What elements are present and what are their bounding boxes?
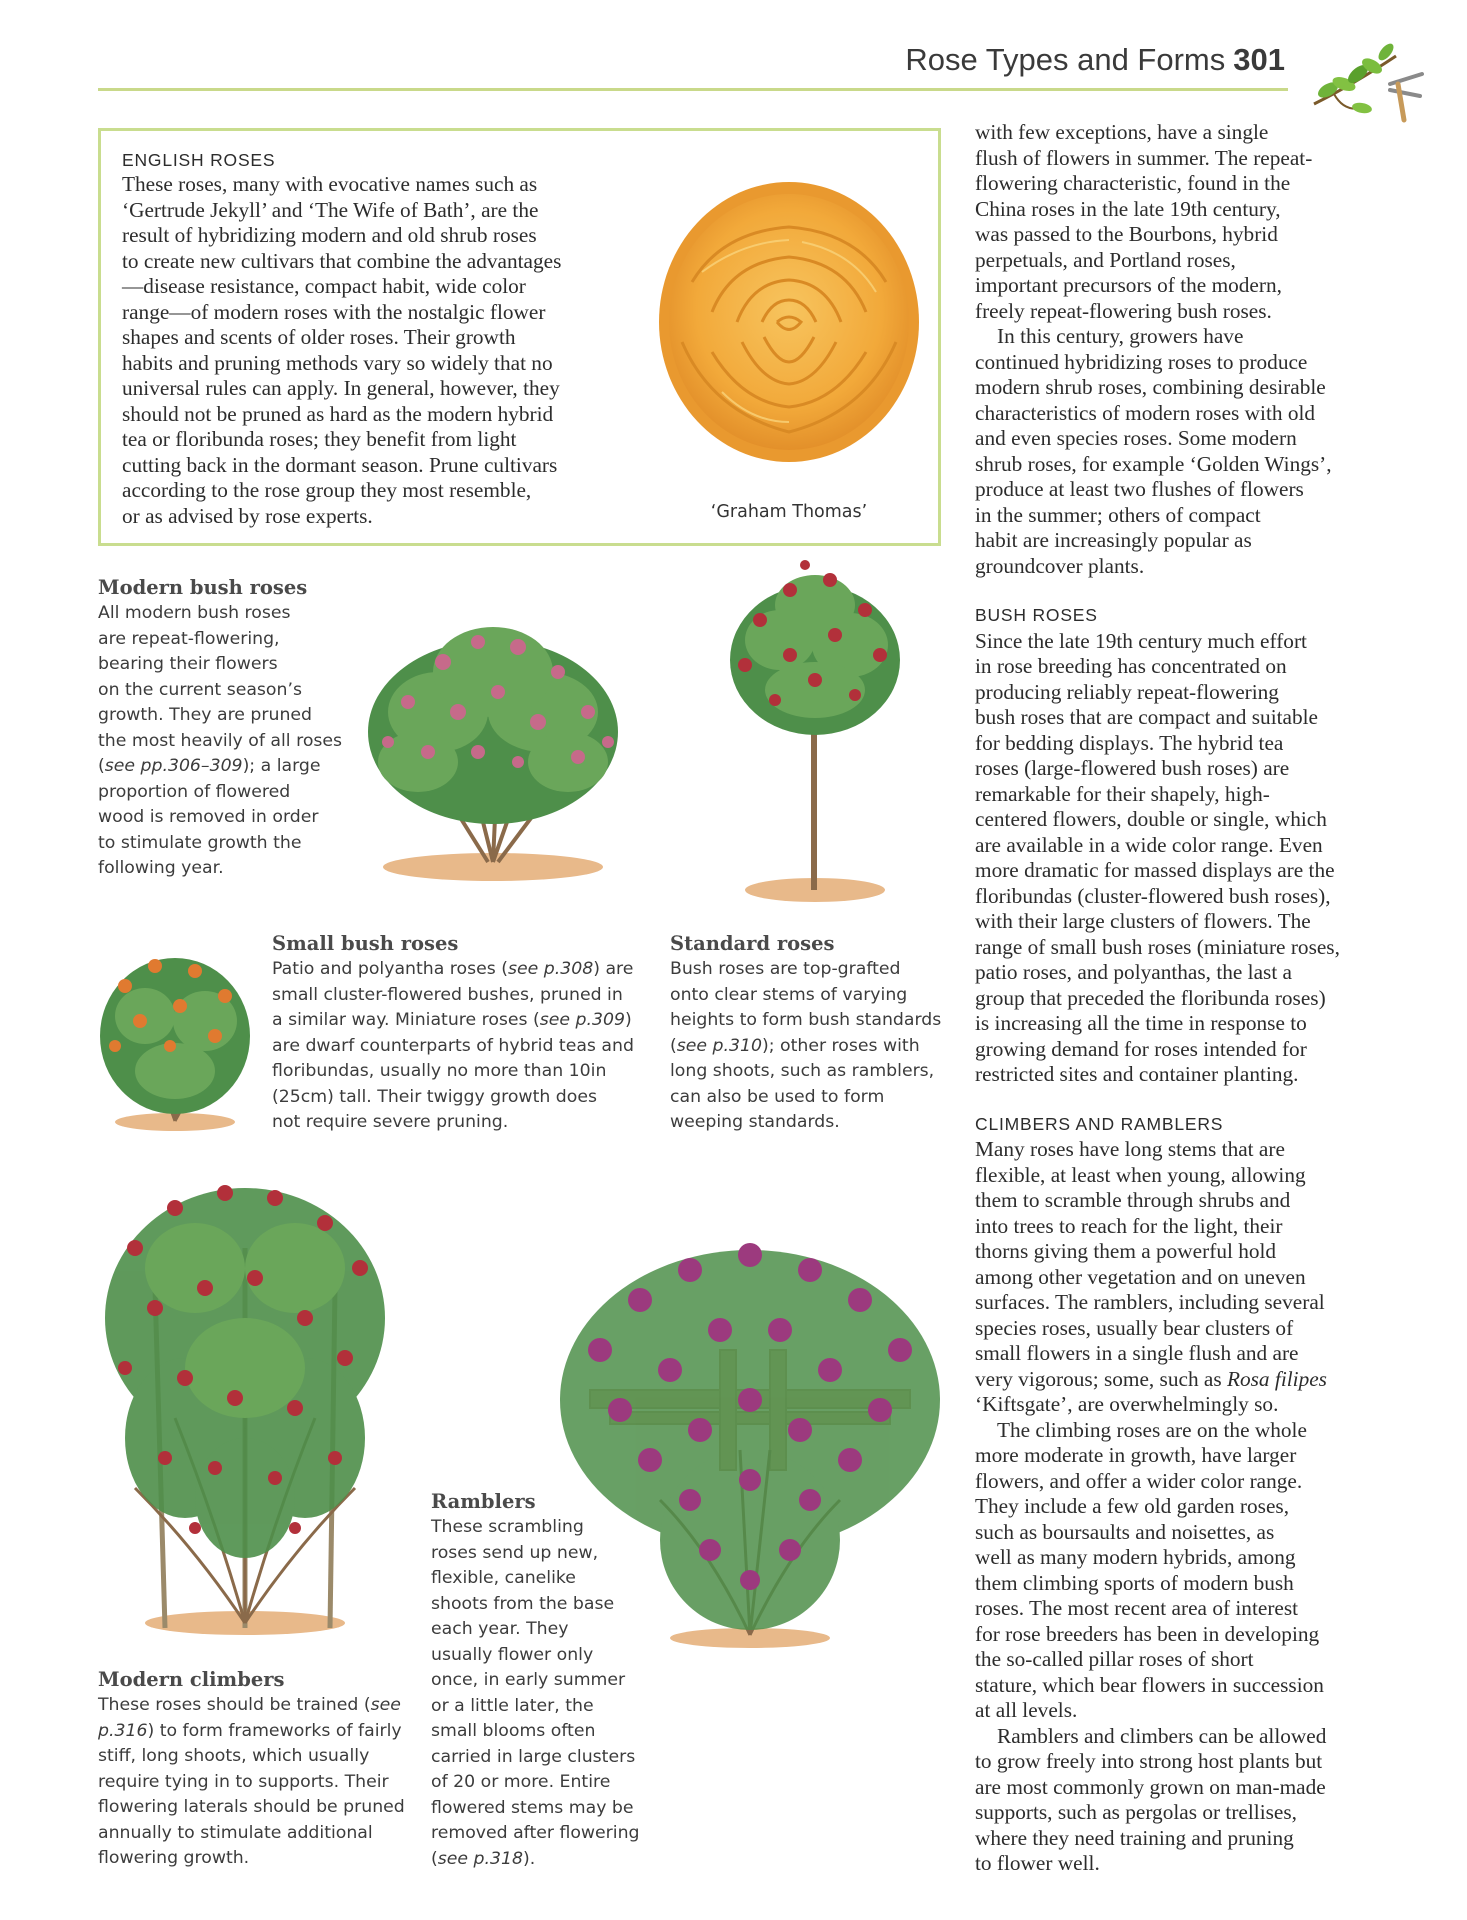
text-line: ‘Gertrude Jekyll’ and ‘The Wife of Bath’, are the <box>122 197 539 222</box>
text-line: at all levels. <box>975 1698 1078 1722</box>
text-line: In this century, growers have <box>997 324 1244 348</box>
text-line: into trees to reach for the light, their <box>975 1213 1283 1238</box>
text-line: important precursors of the modern, <box>975 273 1282 297</box>
text-line <box>670 1034 950 1060</box>
caption-heading: Ramblers <box>431 1490 536 1513</box>
text-line: Many roses have long stems that are <box>975 1137 1285 1161</box>
text-line: centered flowers, double or single, which <box>975 807 1327 831</box>
caption-text <box>272 957 652 1136</box>
text-line: them to scramble through shrubs and <box>975 1188 1291 1212</box>
text-line: producing reliably repeat-flowering <box>975 679 1279 704</box>
text-line: wood is removed in order <box>98 807 319 827</box>
text-line: with few exceptions, have a single <box>975 120 1269 144</box>
text-line: roses send up new, <box>431 1542 599 1563</box>
text-line: and even species roses. Some modern <box>975 426 1297 450</box>
header-rule <box>98 88 1288 91</box>
text-line: is increasing all the time in response to <box>975 1011 1307 1035</box>
text-run: These roses should be trained ( <box>98 1695 371 1715</box>
text-line: produce at least two flushes of flowers <box>975 477 1304 501</box>
text-line: small cluster-flowered bushes, pruned in <box>272 984 623 1005</box>
text-line: flexible, at least when young, allowing <box>975 1162 1306 1187</box>
text-line: with their large clusters of flowers. The <box>975 909 1311 933</box>
caption-heading: Modern climbers <box>98 1668 285 1691</box>
caption-text <box>98 601 348 882</box>
text-line: roses (large-flowered bush roses) are <box>975 756 1290 780</box>
text-run: ) to form frameworks of fairly <box>147 1720 402 1741</box>
text-line: more moderate in growth, have larger <box>975 1443 1297 1467</box>
text-line: flowers, and offer a wider color range. <box>975 1468 1303 1493</box>
text-line: of 20 or more. Entire <box>431 1772 611 1792</box>
rose-sprig-with-pruners-icon <box>1304 34 1424 126</box>
caption-heading: Standard roses <box>670 932 835 955</box>
modern-bush-caption <box>98 576 348 882</box>
text-line: roses. The most recent area of interest <box>975 1596 1299 1620</box>
text-line <box>431 1847 653 1873</box>
text-line: China roses in the late 19th century, <box>975 196 1281 221</box>
english-roses-heading: ENGLISH ROSES <box>122 150 276 170</box>
text-line: shapes and scents of older roses. Their growth <box>122 325 516 349</box>
text-line: characteristics of modern roses with old <box>975 400 1316 425</box>
text-line <box>975 1367 1375 1393</box>
text-run: ( <box>98 756 105 776</box>
text-line: not require severe pruning. <box>272 1112 509 1132</box>
text-run: ( <box>670 1035 677 1056</box>
text-line: removed after flowering <box>431 1823 640 1843</box>
text-line: or as advised by rose experts. <box>122 503 373 528</box>
text-line: in the summer; others of compact <box>975 502 1261 527</box>
text-line: group that preceded the floribunda roses) <box>975 985 1326 1010</box>
text-line: to grow freely into strong host plants but <box>975 1749 1323 1773</box>
ramblers-caption <box>431 1490 653 1872</box>
text-line: remarkable for their shapely, high- <box>975 781 1270 806</box>
text-line: weeping standards. <box>670 1112 840 1132</box>
text-line <box>272 1008 652 1034</box>
text-line: can also be used to form <box>670 1086 885 1107</box>
text-line: These scrambling <box>431 1517 584 1537</box>
text-run: ) <box>625 1010 632 1030</box>
modern-bush-rose-illustration <box>348 592 638 884</box>
text-line <box>98 1693 418 1719</box>
text-run: very vigorous; some, such as <box>975 1366 1222 1391</box>
text-line: should not be pruned as hard as the modern hybrid <box>122 401 554 426</box>
text-line: once, in early summer <box>431 1670 626 1690</box>
text-line: modern shrub roses, combining desirable <box>975 375 1326 399</box>
text-line: —disease resistance, compact habit, wide color <box>122 274 526 298</box>
text-line: growth. They are pruned <box>98 705 312 725</box>
text-line: among other vegetation and on uneven <box>975 1264 1306 1289</box>
text-line: usually flower only <box>431 1644 594 1665</box>
text-line: stiff, long shoots, which usually <box>98 1746 370 1766</box>
caption-heading: Small bush roses <box>272 932 459 955</box>
text-run: ( <box>431 1848 438 1869</box>
text-line: or a little later, the <box>431 1695 594 1716</box>
graham-thomas-rose-photo <box>652 172 926 490</box>
text-line: where they need training and pruning <box>975 1825 1294 1850</box>
text-line: in rose breeding has concentrated on <box>975 654 1287 678</box>
text-line: species roses, usually bear clusters of <box>975 1315 1294 1340</box>
text-line: stature, which bear flowers in succession <box>975 1672 1324 1697</box>
english-roses-text <box>122 172 642 529</box>
caption-heading: Modern bush roses <box>98 576 308 599</box>
text-run: ) are <box>593 959 634 979</box>
text-line: require tying in to supports. Their <box>98 1771 389 1792</box>
text-line: to flower well. <box>975 1851 1100 1875</box>
bush-roses-heading: BUSH ROSES <box>975 605 1098 625</box>
text-line: bush roses that are compact and suitable <box>975 705 1319 729</box>
standard-roses-caption <box>670 932 950 1136</box>
text-line: floribundas, usually no more than 10in <box>272 1061 607 1081</box>
text-line: small blooms often <box>431 1721 596 1741</box>
text-line: are dwarf counterparts of hybrid teas and <box>272 1035 634 1056</box>
text-line: surfaces. The ramblers, including several <box>975 1290 1325 1314</box>
small-bush-caption <box>272 932 652 1136</box>
text-run: a similar way. Miniature roses ( <box>272 1010 540 1030</box>
text-line: are available in a wide color range. Even <box>975 832 1323 857</box>
photo-caption: ‘Graham Thomas’ <box>710 502 868 522</box>
text-line: patio roses, and polyanthas, the last a <box>975 960 1293 984</box>
text-line: proportion of flowered <box>98 781 291 802</box>
text-line: them climbing sports of modern bush <box>975 1570 1294 1595</box>
text-line: groundcover plants. <box>975 553 1145 578</box>
text-line: more dramatic for massed displays are the <box>975 858 1335 882</box>
text-line: result of hybridizing modern and old shrub roses <box>122 223 537 247</box>
text-line: cutting back in the dormant season. Prune cultivars <box>122 452 558 477</box>
text-line <box>98 754 348 780</box>
text-line: They include a few old garden roses, <box>975 1494 1290 1518</box>
text-line: Ramblers and climbers can be allowed <box>997 1723 1327 1748</box>
small-bush-rose-illustration <box>95 936 255 1134</box>
species-name: Rosa filipes <box>1226 1366 1327 1391</box>
text-line: are repeat-flowering, <box>98 628 280 649</box>
text-line: universal rules can apply. In general, however, they <box>122 376 560 400</box>
text-line: shoots from the base <box>431 1593 615 1614</box>
text-line: ‘Kiftsgate’, are overwhelmingly so. <box>975 1392 1279 1416</box>
text-line: flowering growth. <box>98 1848 250 1868</box>
text-line: long shoots, such as ramblers, <box>670 1061 935 1081</box>
text-line: (25cm) tall. Their twiggy growth does <box>272 1086 597 1107</box>
text-line: such as boursaults and noisettes, as <box>975 1519 1275 1544</box>
text-line: supports, such as pergolas or trellises, <box>975 1800 1297 1824</box>
text-line: habits and pruning methods vary so widely that no <box>122 350 553 375</box>
text-line: are most commonly grown on man-made <box>975 1774 1326 1799</box>
text-run: Patio and polyantha roses ( <box>272 959 508 979</box>
text-line: thorns giving them a powerful hold <box>975 1239 1277 1263</box>
text-line <box>98 1719 418 1745</box>
text-line: small flowers in a single flush and are <box>975 1341 1299 1365</box>
text-line: shrub roses, for example ‘Golden Wings’, <box>975 451 1332 476</box>
text-line: flowering characteristic, found in the <box>975 171 1291 195</box>
text-line: range of small bush roses (miniature roses, <box>975 934 1340 959</box>
text-line: to stimulate growth the <box>98 832 302 853</box>
text-line: floribundas (cluster-flowered bush roses), <box>975 883 1331 908</box>
caption-text <box>98 1693 418 1872</box>
text-line: The climbing roses are on the whole <box>997 1417 1307 1442</box>
text-line: the so-called pillar roses of short <box>975 1647 1254 1671</box>
modern-climber-illustration <box>95 1168 385 1638</box>
text-line <box>272 957 652 983</box>
text-line: for rose breeders has been in developing <box>975 1621 1320 1646</box>
caption-text <box>670 957 950 1136</box>
text-line: according to the rose group they most resemble, <box>122 478 532 502</box>
page-reference: see p.310 <box>676 1035 762 1056</box>
text-line: perpetuals, and Portland roses, <box>975 247 1236 272</box>
text-line: These roses, many with evocative names such as <box>122 172 538 196</box>
text-line: Since the late 19th century much effort <box>975 628 1307 653</box>
text-line: freely repeat-flowering bush roses. <box>975 298 1272 323</box>
text-line: restricted sites and container planting. <box>975 1062 1299 1086</box>
page-reference: see p.318 <box>437 1848 523 1869</box>
text-line: Bush roses are top-grafted <box>670 959 901 979</box>
caption-text <box>431 1515 653 1872</box>
page-reference: see <box>370 1695 401 1715</box>
text-line: each year. They <box>431 1619 569 1639</box>
right-column <box>975 120 1375 1877</box>
text-line: All modern bush roses <box>98 603 291 623</box>
text-line: flowering laterals should be pruned <box>98 1797 405 1817</box>
text-line: onto clear stems of varying <box>670 984 908 1005</box>
text-line: for bedding displays. The hybrid tea <box>975 730 1284 755</box>
text-line: carried in large clusters <box>431 1746 636 1767</box>
text-line: bearing their flowers <box>98 654 278 674</box>
text-line: flexible, canelike <box>431 1568 576 1588</box>
text-line: heights to form bush standards <box>670 1010 942 1030</box>
text-line: growing demand for roses intended for <box>975 1036 1307 1061</box>
climbers-ramblers-heading: CLIMBERS AND RAMBLERS <box>975 1113 1224 1134</box>
text-line: well as many modern hybrids, among <box>975 1545 1296 1569</box>
text-line: flowered stems may be <box>431 1797 634 1818</box>
running-head <box>905 42 1285 78</box>
chapter-title: Rose Types and Forms <box>905 42 1226 77</box>
text-run: ); other roses with <box>761 1035 920 1056</box>
text-line: annually to stimulate additional <box>98 1822 373 1843</box>
text-run: ); a large <box>242 756 321 776</box>
text-line: to create new cultivars that combine the advantages <box>122 248 562 273</box>
text-line: on the current season’s <box>98 679 302 700</box>
page-reference: see pp.306–309 <box>104 756 243 776</box>
text-line: the most heavily of all roses <box>98 730 343 751</box>
standard-rose-illustration <box>720 560 910 905</box>
text-line: following year. <box>98 858 224 878</box>
page-number: 301 <box>1233 42 1285 77</box>
text-line: tea or floribunda roses; they benefit from light <box>122 427 517 451</box>
page-reference: see p.309 <box>539 1010 626 1030</box>
page-reference: p.316 <box>98 1720 148 1741</box>
text-line: habit are increasingly popular as <box>975 528 1252 552</box>
page-reference: see p.308 <box>507 959 594 979</box>
text-run: ). <box>522 1848 536 1869</box>
text-line: was passed to the Bourbons, hybrid <box>975 222 1278 246</box>
modern-climbers-caption <box>98 1668 418 1872</box>
text-line: flush of flowers in summer. The repeat- <box>975 145 1313 170</box>
text-line: continued hybridizing roses to produce <box>975 349 1308 374</box>
text-line: range—of modern roses with the nostalgic flower <box>122 299 546 324</box>
